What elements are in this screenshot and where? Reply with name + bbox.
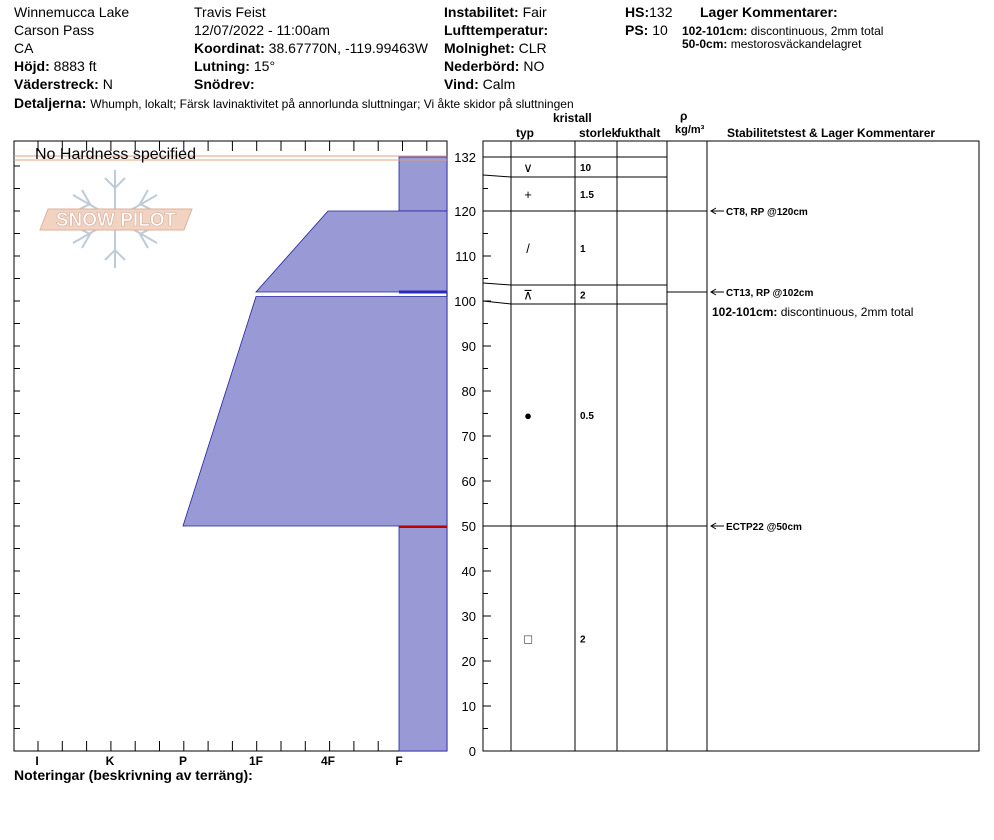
layer-comment-1-depth: 102-101cm: xyxy=(682,24,748,38)
precip-label: Nederbörd: xyxy=(444,58,520,74)
area: Carson Pass xyxy=(14,22,95,38)
wind-value: Calm xyxy=(482,76,516,92)
grain-size-value: 1.5 xyxy=(580,190,594,201)
depth-tick-label: 70 xyxy=(461,429,476,444)
grain-size-value: 2 xyxy=(580,290,586,302)
precip-value: NO xyxy=(523,58,545,74)
grain-type-symbol: ● xyxy=(524,408,532,423)
instability-value: Fair xyxy=(522,4,547,20)
sky-label: Molnighet: xyxy=(444,40,515,56)
layer-table-frame xyxy=(483,141,979,751)
grain-type-symbol: ⊼ xyxy=(523,287,533,303)
layer-connector xyxy=(483,175,511,177)
layer-connector xyxy=(483,301,511,304)
air-temp-label: Lufttemperatur: xyxy=(444,22,549,38)
layer-note-depth: 102-101cm: xyxy=(712,305,781,319)
wind-loading-label: Snödrev: xyxy=(194,76,255,92)
state: CA xyxy=(14,40,34,56)
hs-value: 132 xyxy=(649,4,673,20)
hardness-layer xyxy=(399,526,447,751)
depth-tick-label: 90 xyxy=(461,339,476,354)
layer-comment-2-text: mestorosväckandelagret xyxy=(730,37,862,51)
hardness-layer xyxy=(256,211,447,292)
col-size: storlek xyxy=(579,126,619,140)
grain-type-symbol: + xyxy=(524,187,532,202)
test-label: CT13, RP @102cm xyxy=(726,288,814,299)
aspect-label: Väderstreck: xyxy=(14,76,99,92)
depth-tick-label: 0 xyxy=(468,744,476,759)
sky-value: CLR xyxy=(518,40,547,56)
grain-type-symbol: □ xyxy=(524,631,532,647)
hardness-layer xyxy=(183,297,447,527)
depth-tick-label: 110 xyxy=(455,249,476,264)
hardness-category-label: I xyxy=(35,754,39,768)
depth-tick-label: 30 xyxy=(461,609,476,624)
col-density-unit: kg/m³ xyxy=(675,124,705,136)
layer-note xyxy=(712,305,913,319)
depth-tick-label: 50 xyxy=(461,519,476,534)
grain-size-value: 0.5 xyxy=(580,411,594,422)
aspect-value: N xyxy=(102,76,113,92)
depth-top-label: 132 xyxy=(454,150,476,165)
details-text: Whumph, lokalt; Färsk lavinaktivitet på annorlunda sluttningar; Vi åkte skidor på sluttningen xyxy=(90,97,574,111)
details-label: Detaljerna: xyxy=(14,95,87,111)
depth-tick-label: 40 xyxy=(461,564,476,579)
slope-value: 15° xyxy=(253,58,276,74)
depth-tick-label: 20 xyxy=(461,654,476,669)
datetime: 12/07/2022 - 11:00am xyxy=(194,22,330,38)
hardness-category-label: 1F xyxy=(248,754,264,768)
test-label: ECTP22 @50cm xyxy=(726,522,802,533)
col-rho: ρ xyxy=(680,109,688,123)
col-moisture: fukthalt xyxy=(617,126,661,140)
layer-connector xyxy=(483,283,511,285)
grain-size-value: 1 xyxy=(580,244,586,255)
depth-tick-label: 60 xyxy=(461,474,476,489)
layer-table xyxy=(483,141,979,751)
ps-value: 10 xyxy=(652,22,668,38)
watermark-text: SNOW PILOT xyxy=(55,210,177,231)
hs-label: HS: xyxy=(625,4,650,20)
hardness-category-label: F xyxy=(395,754,403,768)
hardness-layer xyxy=(399,157,447,211)
depth-tick-label: 100 xyxy=(454,294,476,309)
col-crystal: kristall xyxy=(553,111,592,125)
ps-label: PS: xyxy=(625,22,649,38)
depth-axis xyxy=(454,141,491,759)
location: Winnemucca Lake xyxy=(14,4,130,20)
coords-label: Koordinat: xyxy=(194,40,265,56)
grain-size-value: 10 xyxy=(580,163,592,174)
depth-tick-label: 10 xyxy=(461,699,476,714)
elevation-label: Höjd: xyxy=(14,58,50,74)
hardness-category-label: K xyxy=(105,754,115,768)
test-label: CT8, RP @120cm xyxy=(726,207,808,218)
layer-comments-title: Lager Kommentarer: xyxy=(700,4,838,20)
coords-value: 38.67770N, -119.99463W xyxy=(268,40,428,56)
grain-size-value: 2 xyxy=(580,634,586,646)
depth-tick-label: 80 xyxy=(461,384,476,399)
wind-label: Vind: xyxy=(444,76,479,92)
layer-note-text: discontinuous, 2mm total xyxy=(780,305,914,319)
grain-type-symbol: ∨ xyxy=(523,160,533,175)
depth-tick-label: 120 xyxy=(454,204,476,219)
layer-comment-2-depth: 50-0cm: xyxy=(682,37,728,51)
hardness-plot xyxy=(14,141,447,768)
layer-comment-1-text: discontinuous, 2mm total xyxy=(750,24,884,38)
hardness-category-label: P xyxy=(178,754,188,768)
observer: Travis Feist xyxy=(194,4,266,20)
notes-label: Noteringar (beskrivning av terräng): xyxy=(14,767,253,783)
col-type: typ xyxy=(516,126,534,140)
thin-layer xyxy=(399,291,447,294)
col-stability: Stabilitetstest & Lager Kommentarer xyxy=(727,126,936,140)
snowpilot-watermark xyxy=(40,170,192,268)
grain-type-symbol: / xyxy=(526,241,530,256)
elevation-value: 8883 ft xyxy=(53,58,97,74)
instability-label: Instabilitet: xyxy=(444,4,519,20)
no-hardness-text: No Hardness specified xyxy=(35,146,196,163)
stability-tests xyxy=(667,207,913,533)
slope-label: Lutning: xyxy=(194,58,250,74)
hardness-category-label: 4F xyxy=(320,754,336,768)
